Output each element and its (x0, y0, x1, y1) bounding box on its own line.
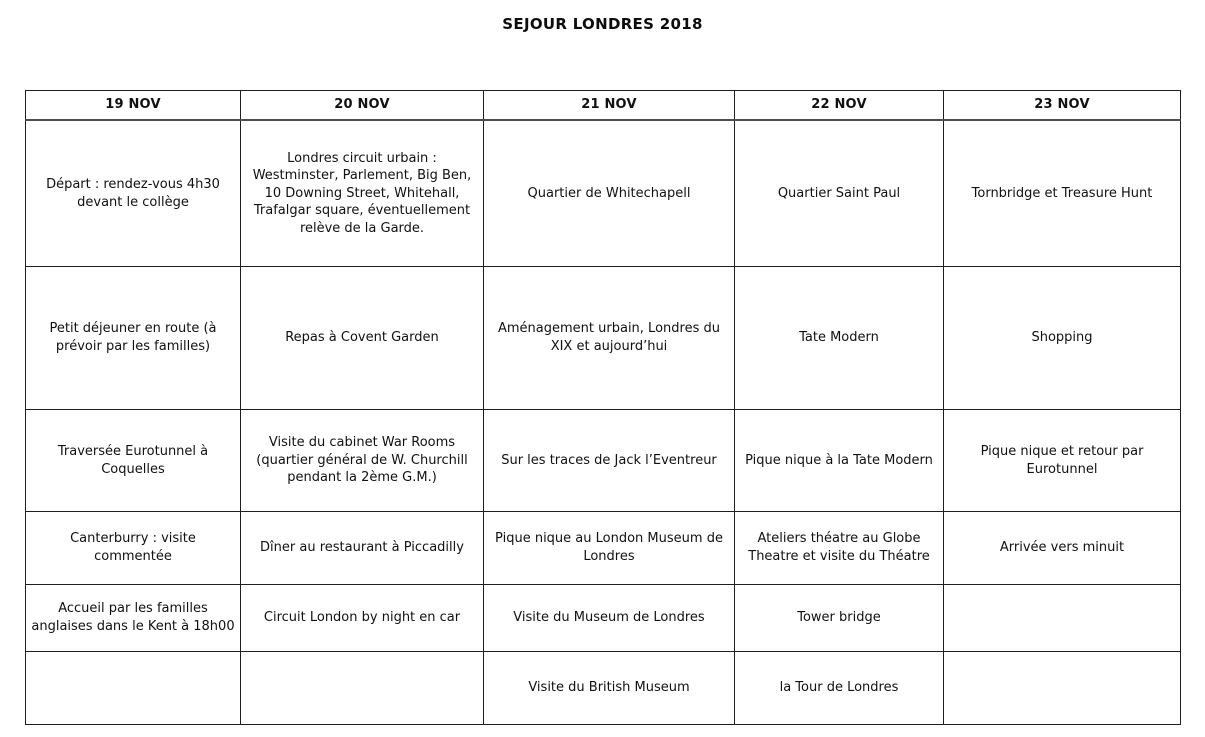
schedule-cell: Visite du British Museum (484, 652, 735, 725)
schedule-cell: Arrivée vers minuit (944, 512, 1181, 585)
schedule-table (25, 90, 1181, 725)
schedule-cell: Dîner au restaurant à Piccadilly (241, 512, 484, 585)
schedule-cell: Circuit London by night en car (241, 585, 484, 652)
table-row (26, 120, 1181, 267)
schedule-cell: Ateliers théatre au Globe Theatre et visite du Théatre (735, 512, 944, 585)
schedule-cell: Quartier Saint Paul (735, 120, 944, 267)
schedule-cell: Canterburry : visite commentée (26, 512, 241, 585)
schedule-cell: Pique nique et retour par Eurotunnel (944, 410, 1181, 512)
schedule-cell (241, 652, 484, 725)
schedule-cell: Aménagement urbain, Londres du XIX et aujourd’hui (484, 267, 735, 410)
schedule-cell: Londres circuit urbain : Westminster, Parlement, Big Ben, 10 Downing Street, Whitehall, Trafalgar square, éventuellement relève de la Garde. (241, 120, 484, 267)
page-title: SEJOUR LONDRES 2018 (502, 15, 703, 33)
column-header-19-nov: 19 NOV (26, 91, 241, 121)
schedule-cell: Petit déjeuner en route (à prévoir par les familles) (26, 267, 241, 410)
schedule-cell: Accueil par les familles anglaises dans le Kent à 18h00 (26, 585, 241, 652)
table-row (26, 410, 1181, 512)
schedule-cell: Repas à Covent Garden (241, 267, 484, 410)
schedule-cell: Départ : rendez-vous 4h30 devant le collège (26, 120, 241, 267)
schedule-cell: Traversée Eurotunnel à Coquelles (26, 410, 241, 512)
schedule-cell: Sur les traces de Jack l’Eventreur (484, 410, 735, 512)
schedule-cell (944, 652, 1181, 725)
table-row (26, 652, 1181, 725)
schedule-cell: Shopping (944, 267, 1181, 410)
schedule-cell: la Tour de Londres (735, 652, 944, 725)
column-header-22-nov: 22 NOV (735, 91, 944, 121)
header-row (26, 91, 1181, 121)
schedule-cell: Visite du Museum de Londres (484, 585, 735, 652)
table-row (26, 512, 1181, 585)
schedule-cell (26, 652, 241, 725)
schedule-cell: Pique nique à la Tate Modern (735, 410, 944, 512)
column-header-21-nov: 21 NOV (484, 91, 735, 121)
schedule-cell: Pique nique au London Museum de Londres (484, 512, 735, 585)
column-header-20-nov: 20 NOV (241, 91, 484, 121)
table-row (26, 267, 1181, 410)
schedule-cell: Tower bridge (735, 585, 944, 652)
schedule-cell: Tate Modern (735, 267, 944, 410)
schedule-cell (944, 585, 1181, 652)
schedule-cell: Quartier de Whitechapell (484, 120, 735, 267)
column-header-23-nov: 23 NOV (944, 91, 1181, 121)
schedule-cell: Visite du cabinet War Rooms (quartier général de W. Churchill pendant la 2ème G.M.) (241, 410, 484, 512)
schedule-cell: Tornbridge et Treasure Hunt (944, 120, 1181, 267)
table-row (26, 585, 1181, 652)
